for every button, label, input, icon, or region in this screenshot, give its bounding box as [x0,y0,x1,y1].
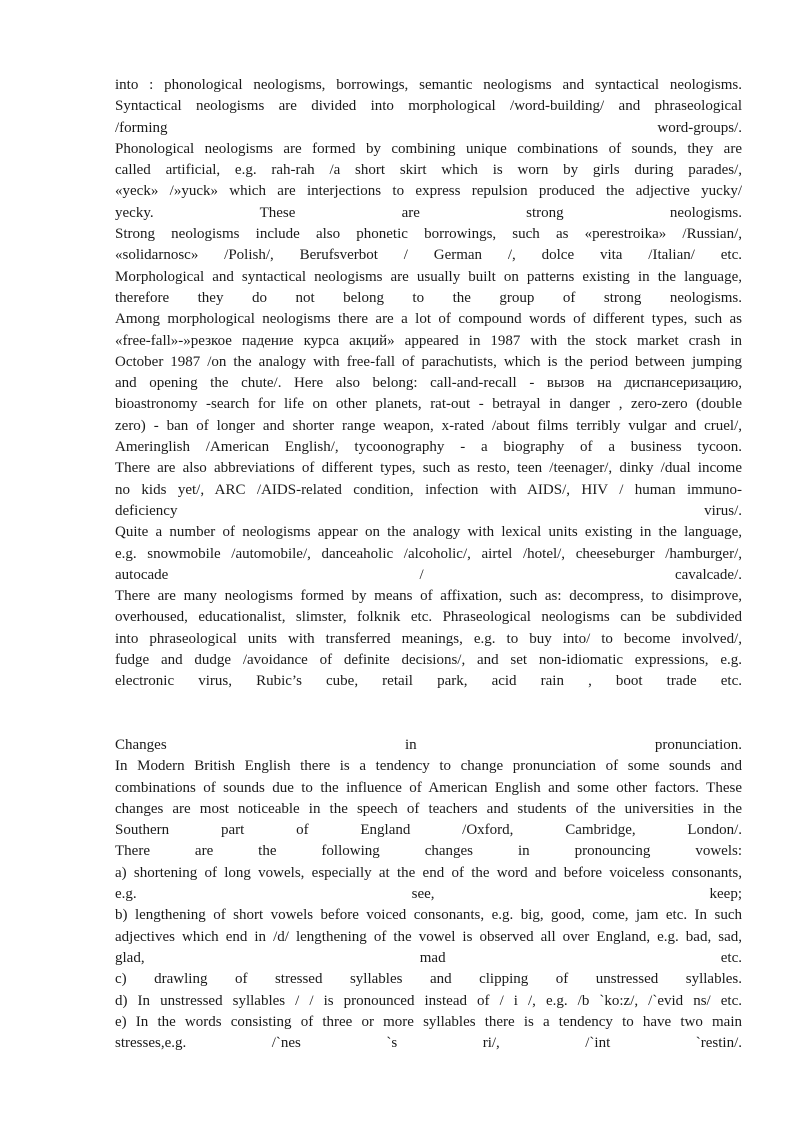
text-line: There are many neologisms formed by means of affixation, such as: decompress, to disimprove, [115,588,742,605]
text-line: no kids yet/, ARC /AIDS-related condition, infection with AIDS/, HIV / human immuno- [115,481,742,498]
text-line: There are the following changes in pronouncing vowels: [115,843,742,860]
text-line: therefore they do not belong to the group of strong neologisms. [115,289,742,306]
text-line: e.g. see, keep; [115,886,742,903]
text-line: «solidarnosc» /Polish/, Berufsverbot / German /, dolce vita /Italian/ etc. [115,247,742,264]
text-line: autocade / cavalcade/. [115,566,742,583]
text-line: called artificial, e.g. rah-rah /a short skirt which is worn by girls during parades/, [115,162,742,179]
text-line: Ameringlish /American English/, tycoonography - a biography of a business tycoon. [115,439,742,456]
text-line: «yeck» /»yuck» which are interjections to express repulsion produced the adjective yucky/ [115,183,742,200]
text-line: Among morphological neologisms there are a lot of compound words of different types, such as [115,311,742,328]
text-line: yecky. These are strong neologisms. [115,204,742,221]
text-line: e) In the words consisting of three or more syllables there is a tendency to have two main [115,1013,742,1030]
pronunciation-text-block [115,735,742,1054]
text-line: Phonological neologisms are formed by combining unique combinations of sounds, they are [115,140,742,157]
text-line: October 1987 /on the analogy with free-fall of parachutists, which is the period between jumping [115,353,742,370]
text-line: deficiency virus/. [115,502,742,519]
text-line: Morphological and syntactical neologisms are usually built on patterns existing in the language, [115,268,742,285]
text-line: a) shortening of long vowels, especially at the end of the word and before voiceless consonants, [115,864,742,881]
text-line: e.g. snowmobile /automobile/, danceaholic /alcoholic/, airtel /hotel/, cheeseburger /hamburger/, [115,545,742,562]
text-line: Strong neologisms include also phonetic borrowings, such as «perestroika» /Russian/, [115,226,742,243]
text-line: Quite a number of neologisms appear on the analogy with lexical units existing in the language, [115,524,742,541]
text-line: b) lengthening of short vowels before voiced consonants, e.g. big, good, come, jam etc. In such [115,907,742,924]
text-line: Syntactical neologisms are divided into morphological /word-building/ and phraseological [115,98,742,115]
text-line: combinations of sounds due to the influence of American English and some other factors. These [115,779,742,796]
text-line: electronic virus, Rubic’s cube, retail park, acid rain , boot trade etc. [115,673,742,690]
text-line: changes are most noticeable in the speech of teachers and students of the universities in the [115,800,742,817]
text-line: glad, mad etc. [115,949,742,966]
text-line: into phraseological units with transferred meanings, e.g. to buy into/ to become involved/, [115,630,742,647]
text-line: c) drawling of stressed syllables and clipping of unstressed syllables. [115,971,742,988]
text-line: /forming word-groups/. [115,119,742,136]
text-line: There are also abbreviations of different types, such as resto, teen /teenager/, dinky /dual income [115,460,742,477]
text-line: into : phonological neologisms, borrowings, semantic neologisms and syntactical neologisms. [115,77,742,93]
text-line: Southern part of England /Oxford, Cambridge, London/. [115,822,742,839]
text-line: adjectives which end in /d/ lengthening of the vowel is observed all over England, e.g. bad, sad, [115,928,742,945]
text-line: fudge and dudge /avoidance of definite decisions/, and set non-idiomatic expressions, e.g. [115,652,742,669]
neologisms-text-block [115,75,742,693]
text-line: bioastronomy -search for life on other planets, rat-out - betrayal in danger , zero-zero (double [115,396,742,413]
text-line: zero) - ban of longer and shorter range weapon, x-rated /about films terribly vulgar and cruel/, [115,417,742,434]
section-heading: Changes in pronunciation. [115,737,742,753]
text-line: stresses,e.g. /`nes `s ri/, /`int `restin/. [115,1035,742,1052]
text-line: «free-fall»-»резкое падение курса акций» appeared in 1987 with the stock market crash in [115,332,742,349]
text-line: d) In unstressed syllables / / is pronounced instead of / i /, e.g. /b `ko:z/, /`evid ns/ etc. [115,992,742,1009]
text-line: and opening the chute/. Here also belong: call-and-recall - вызов на диспансеризацию, [115,375,742,392]
text-line: In Modern British English there is a tendency to change pronunciation of some sounds and [115,758,742,775]
text-line: overhoused, educationalist, slimster, folknik etc. Phraseological neologisms can be subdivided [115,609,742,626]
